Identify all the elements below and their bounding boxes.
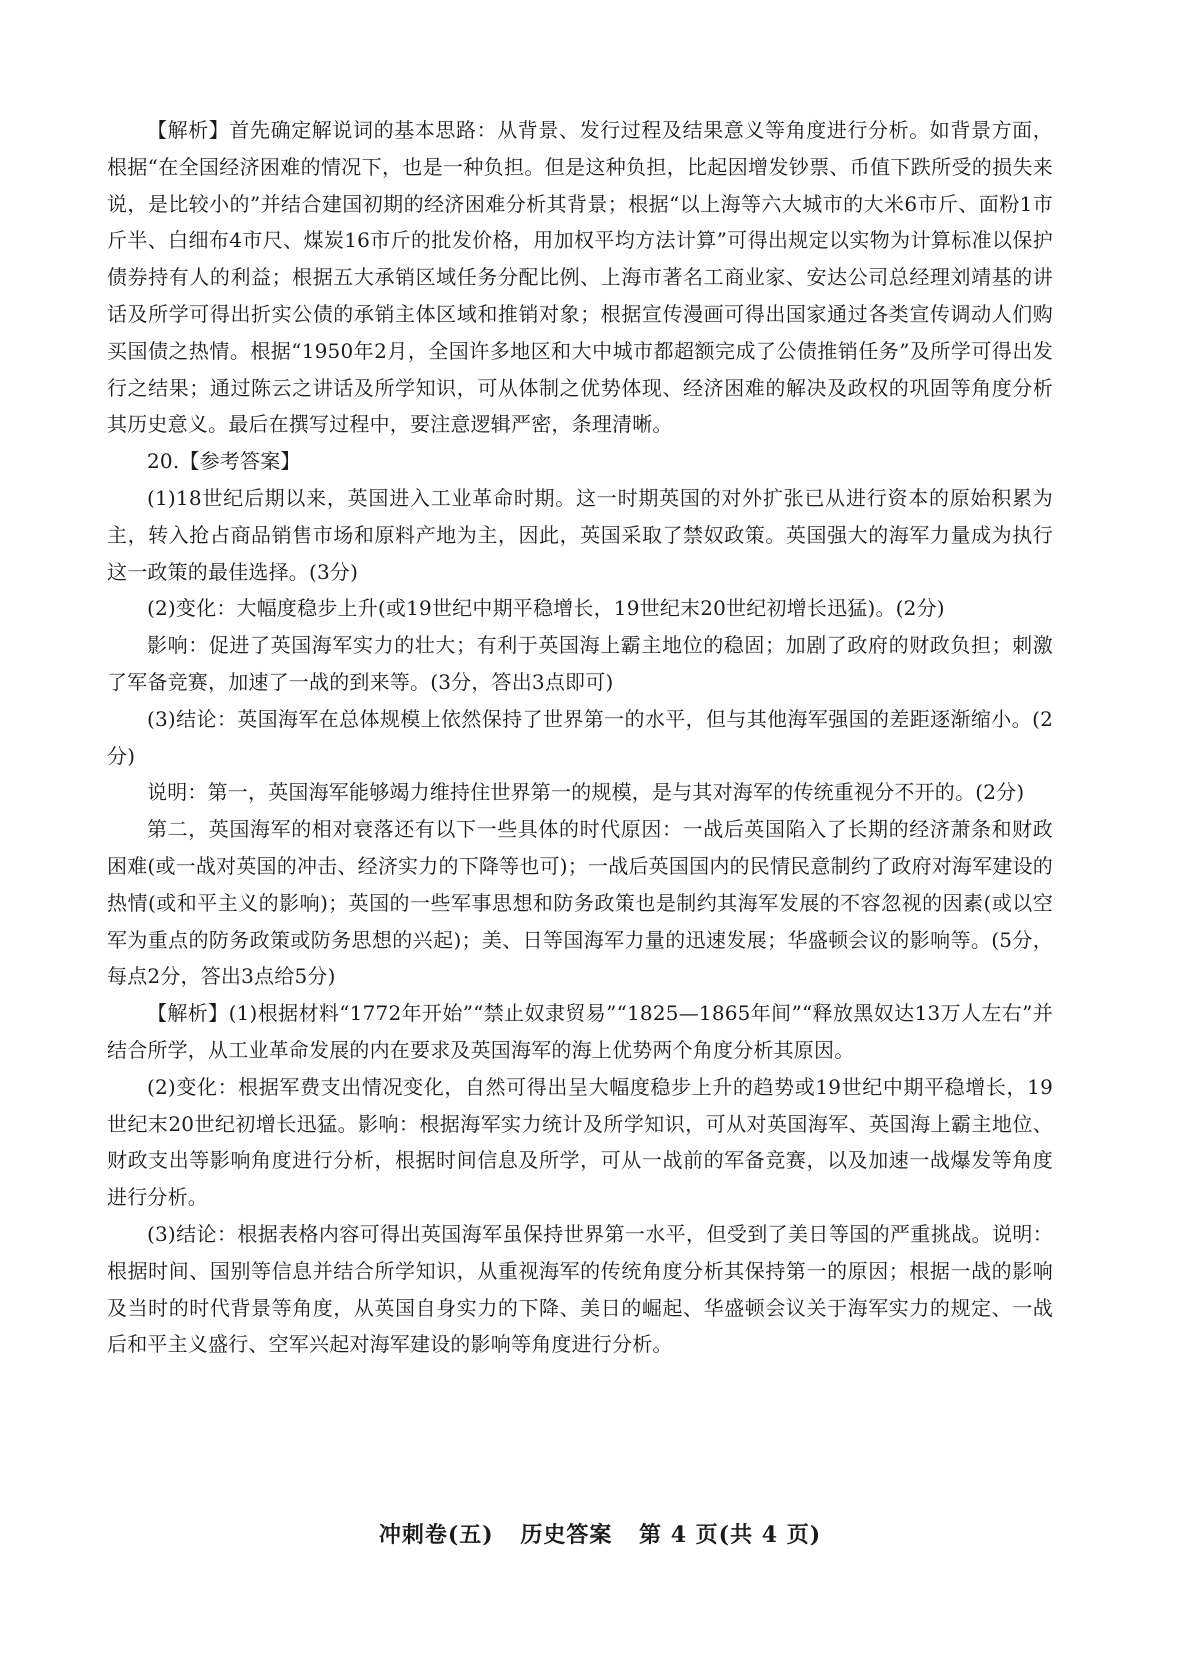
paragraph-answer-3-explanation-2: 第二，英国海军的相对衰落还有以下一些具体的时代原因：一战后英国陷入了长期的经济萧条和财政困难(或一战对英国的冲击、经济实力的下降等也可)；一战后英国国内的民情民意制约了政府对海军建设的热情(或和平主义的影响)；英国的一些军事思想和防务政策也是制约其海军发展的不容忽视的因素(或以空军为重点的防务政策或防务思想的兴起)；美、日等国海军力量的迅速发展；华盛顿会议的影响等。(5分，每点2分，答出3点给5分) xyxy=(107,817,1053,989)
paragraph-answer-1: (1)18世纪后期以来，英国进入工业革命时期。这一时期英国的对外扩张已从进行资本的原始积累为主，转入抢占商品销售市场和原料产地为主，因此，英国采取了禁奴政策。英国强大的海军力量成为执行这一政策的最佳选择。(3分) xyxy=(107,485,1053,584)
paragraph-analysis-19: 【解析】首先确定解说词的基本思路：从背景、发行过程及结果意义等角度进行分析。如背景方面，根据“在全国经济困难的情况下，也是一种负担。但是这种负担，比起因增发钞票、币值下跌所受的损失来说，是比较小的”并结合建国初期的经济困难分析其背景；根据“以上海等六大城市的大米6市斤、面粉1市斤半、白细布4市尺、煤炭16市斤的批发价格，用加权平均方法计算”可得出规定以实物为计算标准以保护债券持有人的利益；根据五大承销区域任务分配比例、上海市著名工商业家、安达公司总经理刘靖基的讲话及所学可得出折实公债的承销主体区域和推销对象；根据宣传漫画可得出国家通过各类宣传调动人们购买国债之热情。根据“1950年2月，全国许多地区和大中城市都超额完成了公债推销任务”及所学可得出发行之结果；通过陈云之讲话及所学知识，可从体制之优势体现、经济困难的解决及政权的巩固等角度分析其历史意义。最后在撰写过程中，要注意逻辑严密，条理清晰。 xyxy=(107,118,1053,437)
paragraph-analysis-20-1: 【解析】(1)根据材料“1772年开始”“禁止奴隶贸易”“1825—1865年间”“释放黑奴达13万人左右”并结合所学，从工业革命发展的内在要求及英国海军的海上优势两个角度分析其原因。 xyxy=(107,1001,1053,1062)
footer-volume: 冲刺卷(五) xyxy=(378,1522,494,1548)
paragraph-answer-3-explanation-1: 说明：第一，英国海军能够竭力维持住世界第一的规模，是与其对海军的传统重视分不开的。(2分) xyxy=(147,780,1025,805)
paragraph-answer-2-change: (2)变化：大幅度稳步上升(或19世纪中期平稳增长，19世纪末20世纪初增长迅猛)。(2分) xyxy=(147,596,945,621)
paragraph-analysis-20-2: (2)变化：根据军费支出情况变化，自然可得出呈大幅度稳步上升的趋势或19世纪中期平稳增长，19世纪末20世纪初增长迅猛。影响：根据海军实力统计及所学知识，可从对英国海军、英国海上霸主地位、财政支出等影响角度进行分析，根据时间信息及所学，可从一战前的军备竞赛，以及加速一战爆发等角度进行分析。 xyxy=(107,1074,1053,1210)
paragraph-answer-2-impact: 影响：促进了英国海军实力的壮大；有利于英国海上霸主地位的稳固；加剧了政府的财政负担；刺激了军备竞赛，加速了一战的到来等。(3分，答出3点即可) xyxy=(107,633,1053,694)
paragraph-analysis-20-3: (3)结论：根据表格内容可得出英国海军虽保持世界第一水平，但受到了美日等国的严重挑战。说明：根据时间、国别等信息并结合所学知识，从重视海军的传统角度分析其保持第一的原因；根据一战的影响及当时的时代背景等角度，从英国自身实力的下降、美日的崛起、华盛顿会议关于海军实力的规定、一战后和平主义盛行、空军兴起对海军建设的影响等角度进行分析。 xyxy=(107,1221,1053,1357)
paragraph-question-20-heading: 20.【参考答案】 xyxy=(147,449,301,474)
footer-page-number: 第 4 页(共 4 页) xyxy=(639,1522,822,1548)
footer-subject: 历史答案 xyxy=(520,1522,613,1548)
answer-content xyxy=(107,112,1053,1363)
paragraph-answer-3-conclusion: (3)结论：英国海军在总体规模上依然保持了世界第一的水平，但与其他海军强国的差距逐渐缩小。(2分) xyxy=(107,706,1053,768)
page-footer xyxy=(0,1518,1200,1549)
